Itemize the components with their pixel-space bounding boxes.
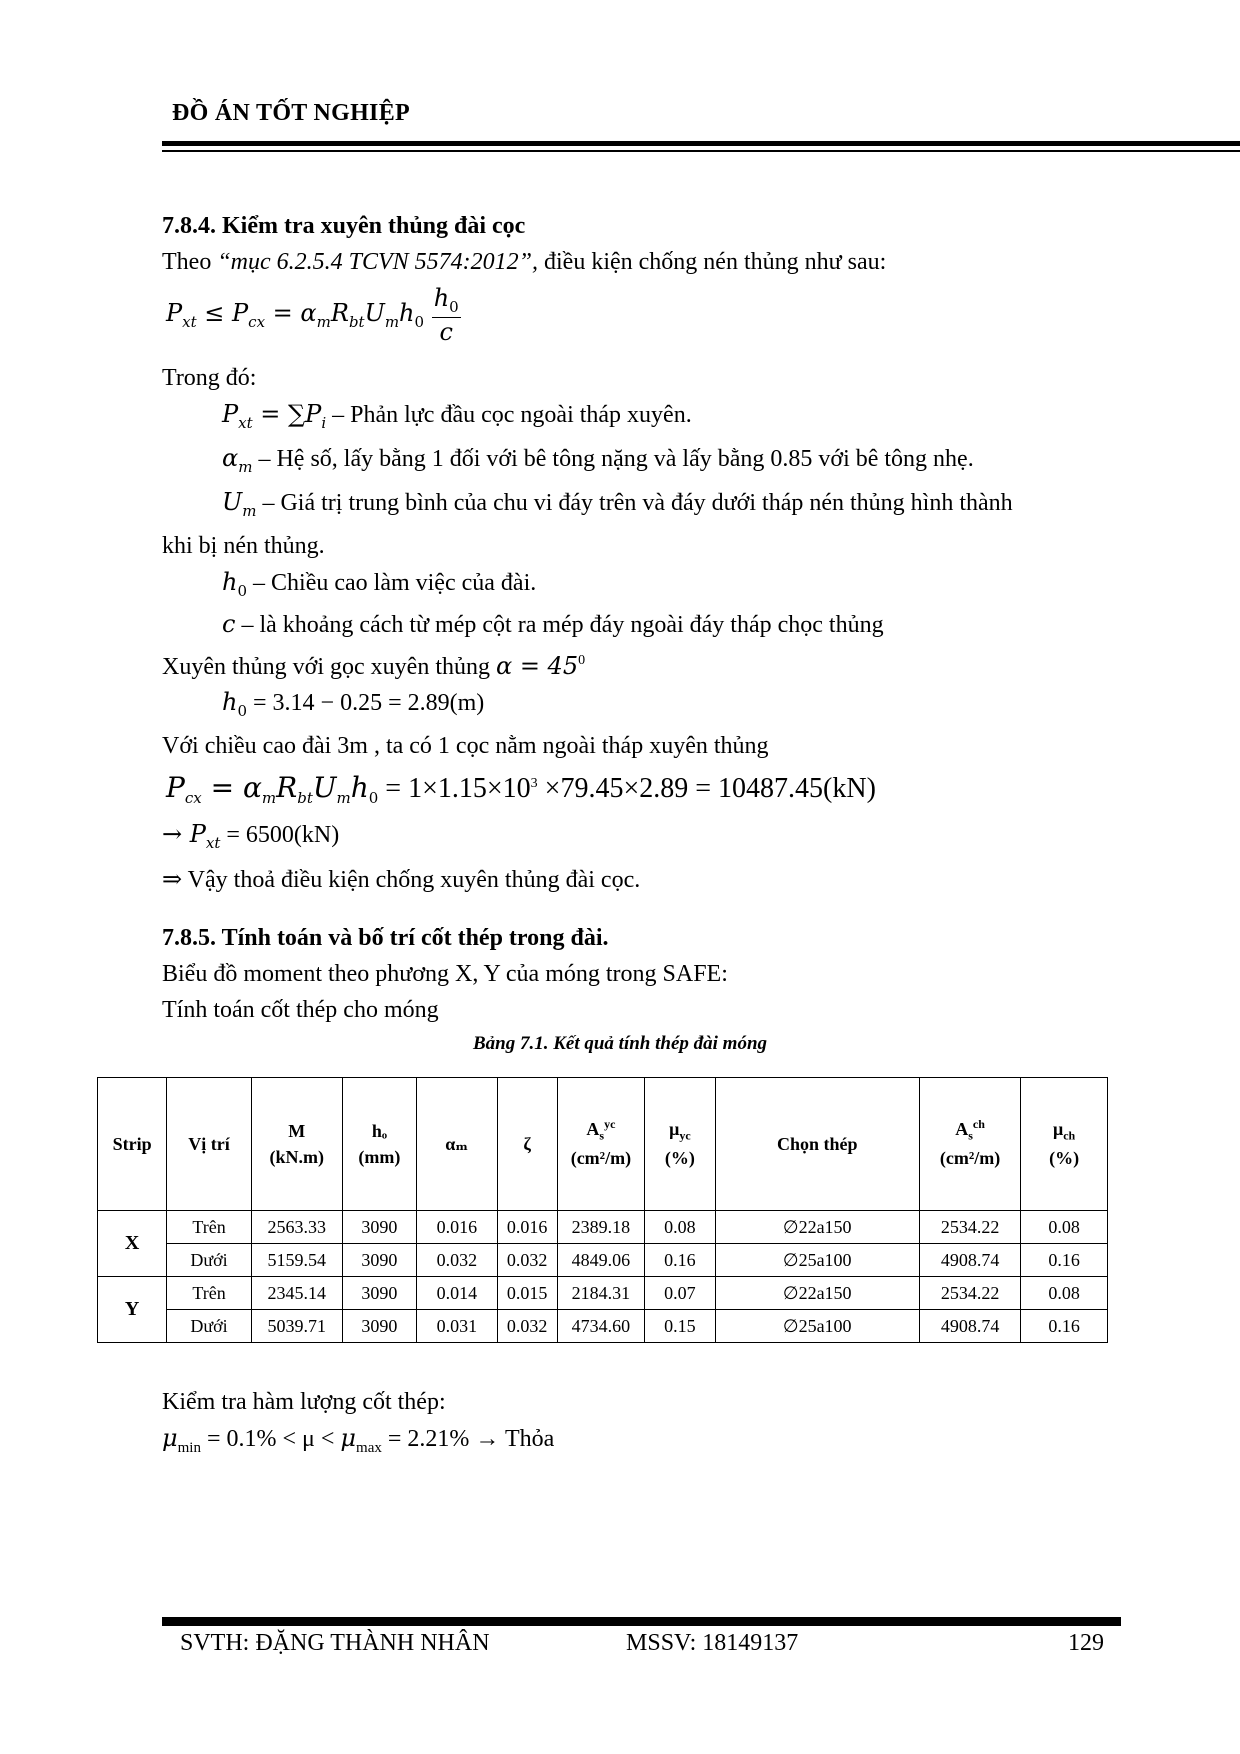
header-moment: M (kN.m) <box>251 1078 342 1211</box>
table-row <box>98 1211 1108 1244</box>
theo-line <box>162 250 886 274</box>
alpha-symbol: $\alpha_m$ <box>222 444 253 476</box>
header-rule-thin <box>162 150 1240 152</box>
cell-vitri: Trên <box>167 1277 252 1310</box>
header-zeta: ζ <box>497 1078 557 1211</box>
cell-mu-ch: 0.16 <box>1021 1244 1108 1277</box>
theo-suffix: điều kiện chống nén thủng như sau: <box>538 249 887 275</box>
header-rule-thick <box>162 141 1240 146</box>
mu-max-symbol: μ <box>340 1424 357 1452</box>
pxt-result-symbol: → $P_{xt}$ <box>162 820 221 852</box>
cell-vitri: Dưới <box>167 1244 252 1277</box>
strip-x-cell: X <box>98 1211 167 1277</box>
cell-mu-ch: 0.08 <box>1021 1277 1108 1310</box>
mu-min-subscript: min <box>177 1440 201 1456</box>
theo-prefix: Theo <box>162 249 218 275</box>
angle-degree: 0 <box>578 653 586 668</box>
cell-as-ch: 4908.74 <box>919 1244 1020 1277</box>
pcx-calc-tail: ×79.45×2.89 = 10487.45(kN) <box>537 773 876 804</box>
header-mu-yc: $\mu_{yc}$ (%) <box>645 1078 715 1211</box>
pxt-symbol: $P_{xt} = \sum P_i$ <box>222 400 327 432</box>
steel-calc-line: Tính toán cốt thép cho móng <box>162 997 439 1023</box>
cell-moment: 5039.71 <box>251 1310 342 1343</box>
table-caption: Bảng 7.1. Kết quả tính thép đài móng <box>472 1033 768 1054</box>
height-line: Với chiều cao đài 3m , ta có 1 cọc nằm ngoài tháp xuyên thủng <box>162 733 769 759</box>
table-row <box>98 1244 1108 1277</box>
punching-condition-formula: $P_{xt} \le P_{cx} = \alpha_mR_{bt}U_mh_0$ $\frac{h_0}{c}$ <box>166 284 459 346</box>
header-alpha: αₘ <box>417 1078 498 1211</box>
header-vitri: Vị trí <box>167 1078 252 1211</box>
theo-reference: “mục 6.2.5.4 TCVN 5574:2012”, <box>217 249 539 275</box>
strip-y-cell: Y <box>98 1277 167 1343</box>
def-h0 <box>222 570 536 599</box>
page-header-title: ĐỒ ÁN TỐT NGHIỆP <box>172 100 410 126</box>
def-alpha-text: – Hệ số, lấy bằng 1 đối với bê tông nặng và lấy bằng 0.85 với bê tông nhẹ. <box>252 446 974 472</box>
ratio-check-title: Kiểm tra hàm lượng cốt thép: <box>162 1389 446 1415</box>
cell-alpha: 0.031 <box>417 1310 498 1343</box>
cell-alpha: 0.016 <box>417 1211 498 1244</box>
def-c-text: – là khoảng cách từ mép cột ra mép đáy ngoài đáy tháp chọc thủng <box>235 612 884 638</box>
cell-chon-thep: ∅25a100 <box>715 1244 919 1277</box>
header-mu-ch: $\mu_{ch}$ (%) <box>1021 1078 1108 1211</box>
ratio-expr-tail: = 2.21% → Thỏa <box>381 1426 555 1452</box>
cell-mu-yc: 0.15 <box>645 1310 715 1343</box>
ratio-check-expression <box>162 1426 554 1456</box>
def-um-text: – Giá trị trung bình của chu vi đáy trên và đáy dưới tháp nén thủng hình thành <box>256 490 1013 516</box>
um-symbol: $U_m$ <box>222 488 257 520</box>
cell-mu-ch: 0.16 <box>1021 1310 1108 1343</box>
cell-mu-yc: 0.16 <box>645 1244 715 1277</box>
table-row <box>98 1310 1108 1343</box>
table-row <box>98 1277 1108 1310</box>
pcx-calc-exponent: 3 <box>530 776 538 791</box>
cell-vitri: Dưới <box>167 1310 252 1343</box>
footer-student-name: SVTH: ĐẶNG THÀNH NHÂN <box>180 1630 490 1656</box>
pxt-result-value: = 6500(kN) <box>220 822 340 848</box>
cell-chon-thep: ∅25a100 <box>715 1310 919 1343</box>
ratio-expr-mid: = 0.1% < μ < <box>200 1426 341 1452</box>
header-strip: Strip <box>98 1078 167 1211</box>
angle-line <box>162 654 585 679</box>
def-alpha <box>222 446 974 475</box>
conclusion-line: ⇒ Vậy thoả điều kiện chống xuyên thủng đài cọc. <box>162 867 641 893</box>
cell-as-yc: 2184.31 <box>557 1277 645 1310</box>
cell-h0: 3090 <box>342 1277 416 1310</box>
mu-max-subscript: max <box>356 1440 382 1456</box>
cell-zeta: 0.015 <box>497 1277 557 1310</box>
cell-h0: 3090 <box>342 1211 416 1244</box>
cell-mu-ch: 0.08 <box>1021 1211 1108 1244</box>
steel-results-table <box>97 1077 1108 1343</box>
table-header-row <box>98 1078 1108 1211</box>
pcx-calc-symbol: $P_{cx} = \alpha_mR_{bt}U_mh_0$ <box>166 771 379 807</box>
def-pxt-text: – Phản lực đầu cọc ngoài tháp xuyên. <box>326 402 692 428</box>
cell-chon-thep: ∅22a150 <box>715 1277 919 1310</box>
pxt-result <box>162 822 339 851</box>
cell-as-ch: 2534.22 <box>919 1277 1020 1310</box>
h0-calc-symbol: $h_0$ <box>222 688 248 720</box>
cell-mu-yc: 0.08 <box>645 1211 715 1244</box>
cell-as-ch: 4908.74 <box>919 1310 1020 1343</box>
moment-diagram-line: Biểu đồ moment theo phương X, Y của móng trong SAFE: <box>162 961 728 987</box>
h0-symbol: $h_0$ <box>222 568 248 600</box>
cell-as-yc: 4734.60 <box>557 1310 645 1343</box>
c-symbol: c <box>222 610 236 638</box>
pcx-calculation <box>166 771 876 807</box>
angle-text: Xuyên thủng với gọc xuyên thủng <box>162 654 496 680</box>
cell-alpha: 0.014 <box>417 1277 498 1310</box>
h0-calc-value: = 3.14 − 0.25 = 2.89(m) <box>247 690 485 716</box>
header-as-ch: $A_s^{ch}$ (cm²/m) <box>919 1078 1020 1211</box>
section-784-heading: 7.8.4. Kiểm tra xuyên thủng đài cọc <box>162 213 526 239</box>
cell-moment: 5159.54 <box>251 1244 342 1277</box>
cell-h0: 3090 <box>342 1244 416 1277</box>
cell-h0: 3090 <box>342 1310 416 1343</box>
def-c <box>222 612 884 637</box>
cell-as-ch: 2534.22 <box>919 1211 1020 1244</box>
mu-symbol: μ <box>162 1424 178 1452</box>
cell-zeta: 0.016 <box>497 1211 557 1244</box>
footer-page-number: 129 <box>1068 1630 1104 1656</box>
cell-alpha: 0.032 <box>417 1244 498 1277</box>
def-um <box>222 490 1013 519</box>
header-h0: hₒ (mm) <box>342 1078 416 1211</box>
cell-zeta: 0.032 <box>497 1244 557 1277</box>
cell-moment: 2563.33 <box>251 1211 342 1244</box>
cell-as-yc: 2389.18 <box>557 1211 645 1244</box>
cell-as-yc: 4849.06 <box>557 1244 645 1277</box>
h0-calculation <box>222 690 484 719</box>
def-um-continuation: khi bị nén thủng. <box>162 533 325 559</box>
section-785-heading: 7.8.5. Tính toán và bố trí cốt thép trong đài. <box>162 925 609 951</box>
def-pxt <box>222 402 692 431</box>
cell-mu-yc: 0.07 <box>645 1277 715 1310</box>
header-chon-thep: Chọn thép <box>715 1078 919 1211</box>
cell-chon-thep: ∅22a150 <box>715 1211 919 1244</box>
header-as-yc: $A_s^{yc}$ (cm²/m) <box>557 1078 645 1211</box>
pcx-calc-rhs: = 1×1.15×10 <box>378 773 531 804</box>
cell-moment: 2345.14 <box>251 1277 342 1310</box>
angle-value: α = 45 <box>495 652 579 680</box>
footer-rule <box>162 1617 1121 1626</box>
cell-vitri: Trên <box>167 1211 252 1244</box>
cell-zeta: 0.032 <box>497 1310 557 1343</box>
footer-student-id: MSSV: 18149137 <box>626 1630 799 1656</box>
def-h0-text: – Chiều cao làm việc của đài. <box>247 570 537 596</box>
trong-do-label: Trong đó: <box>162 365 257 391</box>
